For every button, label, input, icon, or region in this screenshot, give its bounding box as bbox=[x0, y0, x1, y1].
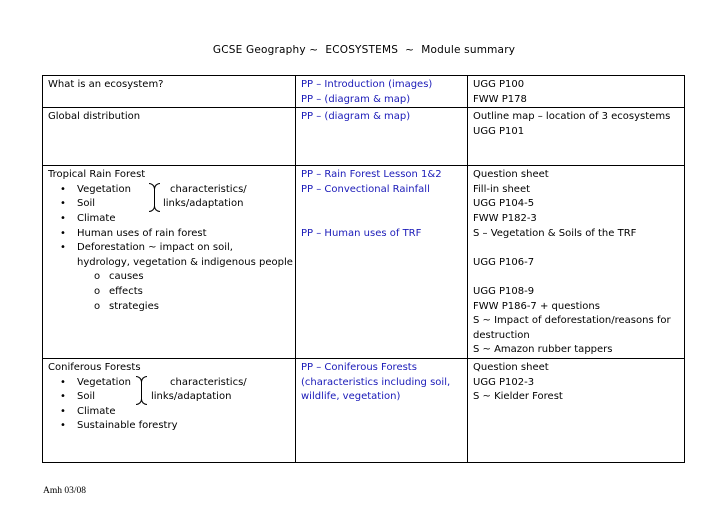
brace-label: links/adaptation bbox=[151, 391, 232, 403]
reference-item: S ~ Kielder Forest bbox=[473, 391, 563, 403]
topic-cell bbox=[43, 108, 296, 166]
resource-item: PP – Convectional Rainfall bbox=[301, 183, 430, 195]
footer-note: Amh 03/08 bbox=[43, 486, 87, 496]
bullet-item: • Soil bbox=[48, 197, 290, 212]
reference-item: S ~ Amazon rubber tappers bbox=[473, 344, 613, 356]
module-summary-table bbox=[42, 75, 685, 463]
hollow-circle-icon: o bbox=[94, 300, 101, 312]
resource-item: PP – (diagram & map) bbox=[301, 111, 411, 123]
reference-item: UGG P104-5 bbox=[473, 198, 535, 210]
reference-item: S – Vegetation & Soils of the TRF bbox=[473, 227, 637, 239]
sub-bullet-item: o strategies bbox=[48, 300, 290, 315]
bullet-dot-icon: • bbox=[60, 420, 66, 432]
bullet-dot-icon: • bbox=[60, 183, 66, 195]
topic-block bbox=[48, 168, 293, 314]
table-row bbox=[43, 358, 685, 462]
topic-cell bbox=[43, 358, 296, 462]
bullet-dot-icon: • bbox=[60, 227, 66, 239]
bullet-dot-icon: • bbox=[60, 405, 66, 417]
brace-label: links/adaptation bbox=[163, 198, 244, 210]
reference-item: UGG P106-7 bbox=[473, 256, 535, 268]
bullet-item: • Human uses of rain forest bbox=[48, 227, 290, 242]
resource-item: (characteristics including soil, bbox=[301, 376, 451, 388]
topic-label: Coniferous Forests bbox=[48, 361, 141, 373]
bullet-dot-icon: • bbox=[60, 198, 66, 210]
reference-item: destruction bbox=[473, 329, 530, 341]
topic-label: What is an ecosystem? bbox=[48, 79, 164, 90]
references-cell bbox=[468, 166, 685, 359]
reference-item: Question sheet bbox=[473, 361, 549, 373]
bullet-item: • Sustainable forestry bbox=[48, 419, 290, 434]
reference-item: FWW P178 bbox=[473, 93, 527, 105]
topic-label: Global distribution bbox=[48, 111, 141, 123]
topic-cell bbox=[43, 76, 296, 108]
reference-item: FWW P186-7 + questions bbox=[473, 300, 600, 312]
resources-cell bbox=[296, 108, 468, 166]
resource-item: PP – Rain Forest Lesson 1&2 bbox=[301, 169, 442, 181]
brace-shape bbox=[154, 183, 160, 212]
bullet-dot-icon: • bbox=[60, 212, 66, 224]
brace-label: characteristics/ bbox=[170, 183, 247, 195]
bullet-continuation: hydrology, vegetation & indigenous people bbox=[77, 256, 293, 268]
bullet-dot-icon: • bbox=[60, 376, 66, 388]
reference-item: S ~ Impact of deforestation/reasons for bbox=[473, 315, 671, 327]
resource-item: PP – Coniferous Forests bbox=[301, 361, 417, 373]
bullet-dot-icon: • bbox=[60, 242, 66, 254]
bullet-item: • Climate bbox=[48, 212, 290, 227]
resource-item: PP – (diagram & map) bbox=[301, 93, 411, 105]
table-row bbox=[43, 108, 685, 166]
hollow-circle-icon: o bbox=[94, 271, 101, 283]
references-cell bbox=[468, 358, 685, 462]
resources-cell bbox=[296, 166, 468, 359]
bullet-item: • Vegetation bbox=[48, 376, 290, 391]
bullet-dot-icon: • bbox=[60, 391, 66, 403]
resource-item: PP – Human uses of TRF bbox=[301, 227, 422, 239]
brace-shape bbox=[141, 376, 147, 405]
reference-item: UGG P102-3 bbox=[473, 376, 535, 388]
sub-bullet-item: o effects bbox=[48, 285, 290, 300]
reference-item: Outline map – location of 3 ecosystems bbox=[473, 111, 671, 123]
resource-item: PP – Introduction (images) bbox=[301, 79, 433, 90]
topic-cell bbox=[43, 166, 296, 359]
resources-cell bbox=[296, 76, 468, 108]
resource-item: wildlife, vegetation) bbox=[301, 391, 401, 403]
reference-item: UGG P108-9 bbox=[473, 285, 535, 297]
bullet-item: • Soil bbox=[48, 390, 290, 405]
sub-bullet-item: o causes bbox=[48, 270, 290, 285]
brace-label: characteristics/ bbox=[170, 376, 247, 388]
table-row bbox=[43, 76, 685, 108]
bullet-item: • Climate bbox=[48, 405, 290, 420]
hollow-circle-icon: o bbox=[94, 285, 101, 297]
reference-item: Question sheet bbox=[473, 169, 549, 181]
bullet-item: • Deforestation ~ impact on soil, bbox=[48, 241, 290, 256]
reference-item: UGG P101 bbox=[473, 125, 525, 137]
resources-cell bbox=[296, 358, 468, 462]
table-row bbox=[43, 166, 685, 359]
bullet-item: • Vegetation bbox=[48, 183, 290, 198]
reference-item: Fill-in sheet bbox=[473, 183, 531, 195]
reference-item: FWW P182-3 bbox=[473, 212, 537, 224]
references-cell bbox=[468, 76, 685, 108]
references-cell bbox=[468, 108, 685, 166]
reference-item: UGG P100 bbox=[473, 79, 525, 90]
document-title: GCSE Geography ~ ECOSYSTEMS ~ Module summary bbox=[212, 44, 516, 56]
topic-label: Tropical Rain Forest bbox=[48, 169, 146, 181]
topic-block bbox=[48, 361, 290, 434]
